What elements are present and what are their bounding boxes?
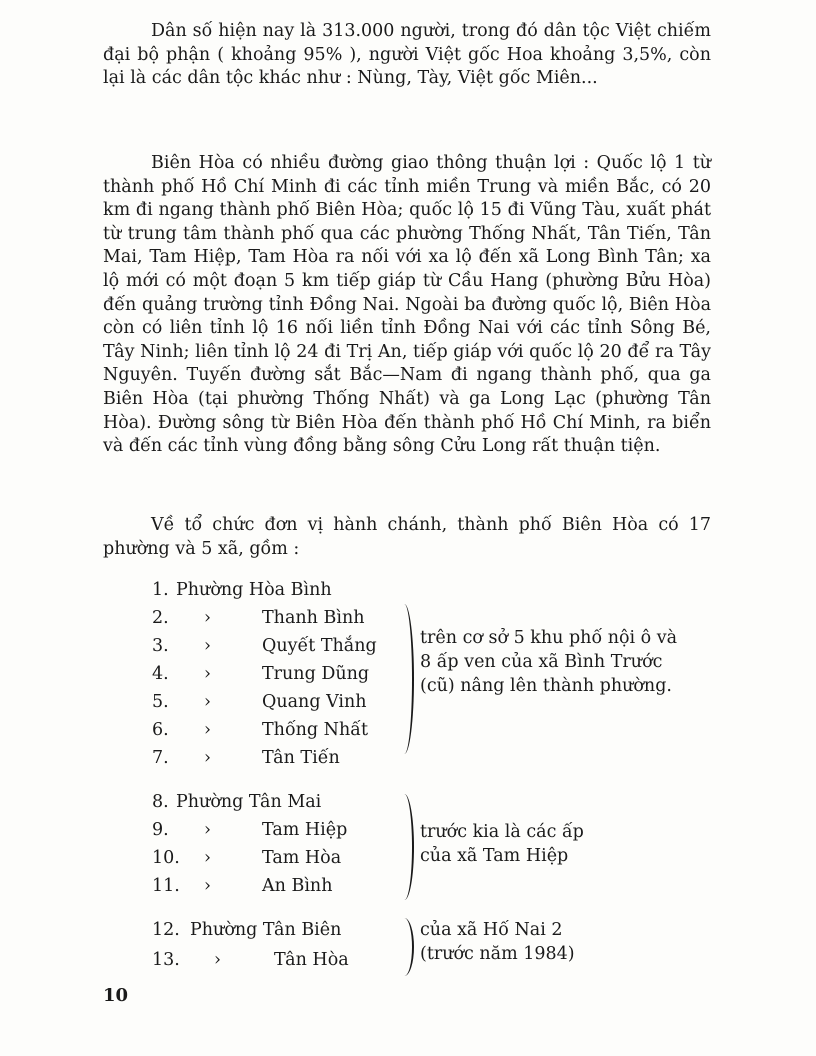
paragraph-administration: Về tổ chức đơn vị hành chánh, thành phố Biên Hòa có 17 phường và 5 xã, gồm :: [103, 515, 711, 559]
brace-group-1: [398, 604, 414, 754]
ward-name: Phường Hòa Bình: [176, 580, 332, 600]
group-note: của xã Hố Nai 2 (trước năm 1984): [420, 920, 575, 964]
ward-number: 4.: [152, 664, 169, 684]
ward-name: An Bình: [262, 876, 333, 896]
ditto-mark: ›: [204, 748, 211, 768]
ward-number: 1.: [152, 580, 169, 600]
ditto-mark: ›: [204, 692, 211, 712]
ward-number: 11.: [152, 876, 180, 896]
ward-name: Thanh Bình: [262, 608, 365, 628]
brace-group-3: [398, 918, 414, 976]
brace-group-2: [398, 794, 414, 900]
ward-number: 2.: [152, 608, 169, 628]
ward-number: 9.: [152, 820, 169, 840]
ditto-mark: ›: [204, 820, 211, 840]
ward-name: Quang Vinh: [262, 692, 367, 712]
ward-name: Trung Dũng: [262, 664, 370, 684]
ward-number: 3.: [152, 636, 169, 656]
ditto-mark: ›: [204, 876, 211, 896]
paragraph-transport: Biên Hòa có nhiều đường giao thông thuận lợi : Quốc lộ 1 từ thành phố Hồ Chí Minh đi các tỉnh miền Trung và miền Bắc, có 20 km đi ngang thành phố Biên Hòa; quốc lộ 15 đi Vũng Tàu, xuất phát từ trung tâm thành phố qua các phường Thống Nhất, Tân Tiến, Tân Mai, Tam Hiệp, Tam Hòa ra nối với xa lộ đến xã Long Bình Tân; xa lộ mới có một đoạn 5 km tiếp giáp từ Cầu Hang (phường Bửu Hòa) đến quảng trường tỉnh Đồng Nai. Ngoài ba đường quốc lộ, Biên Hòa còn có liên tỉnh lộ 16 nối liền tỉnh Đồng Nai với các tỉnh Sông Bé, Tây Ninh; liên tỉnh lộ 24 đi Trị An, tiếp giáp với quốc lộ 20 để ra Tây Nguyên. Tuyến đường sắt Bắc—Nam đi ngang thành phố, qua ga Biên Hòa (tại phường Thống Nhất) và ga Long Lạc (phường Tân Hòa). Đường sông từ Biên Hòa đến thành phố Hồ Chí Minh, ra biển và đến các tỉnh vùng đồng bằng sông Cửu Long rất thuận tiện.: [103, 153, 711, 457]
ward-number: 13.: [152, 950, 180, 970]
ward-number: 8.: [152, 792, 169, 812]
group-note: trước kia là các ấp của xã Tam Hiệp: [420, 822, 584, 866]
ward-number: 10.: [152, 848, 180, 868]
ditto-mark: ›: [204, 720, 211, 740]
ward-name: Tân Tiến: [262, 748, 340, 768]
ditto-mark: ›: [204, 608, 211, 628]
ward-name: Tam Hiệp: [262, 820, 348, 840]
paragraph-population: Dân số hiện nay là 313.000 người, trong đó dân tộc Việt chiếm đại bộ phận ( khoảng 95% ), người Việt gốc Hoa khoảng 3,5%, còn lại là các dân tộc khác như : Nùng, Tày, Việt gốc Miên...: [103, 21, 711, 89]
ward-name: Thống Nhất: [262, 720, 369, 740]
ditto-mark: ›: [204, 636, 211, 656]
ward-name: Phường Tân Biên: [190, 920, 342, 940]
ward-number: 6.: [152, 720, 169, 740]
ward-name: Quyết Thắng: [262, 636, 377, 656]
ditto-mark: ›: [214, 950, 221, 970]
ward-number: 5.: [152, 692, 169, 712]
ditto-mark: ›: [204, 848, 211, 868]
page-number: 10: [103, 985, 129, 1006]
ward-number: 12.: [152, 920, 180, 940]
ditto-mark: ›: [204, 664, 211, 684]
ward-number: 7.: [152, 748, 169, 768]
ward-name: Tam Hòa: [262, 848, 342, 868]
group-note: trên cơ sở 5 khu phố nội ô và 8 ấp ven của xã Bình Trước (cũ) nâng lên thành phường.: [420, 628, 678, 696]
ward-name: Tân Hòa: [274, 950, 349, 970]
ward-name: Phường Tân Mai: [176, 792, 322, 812]
